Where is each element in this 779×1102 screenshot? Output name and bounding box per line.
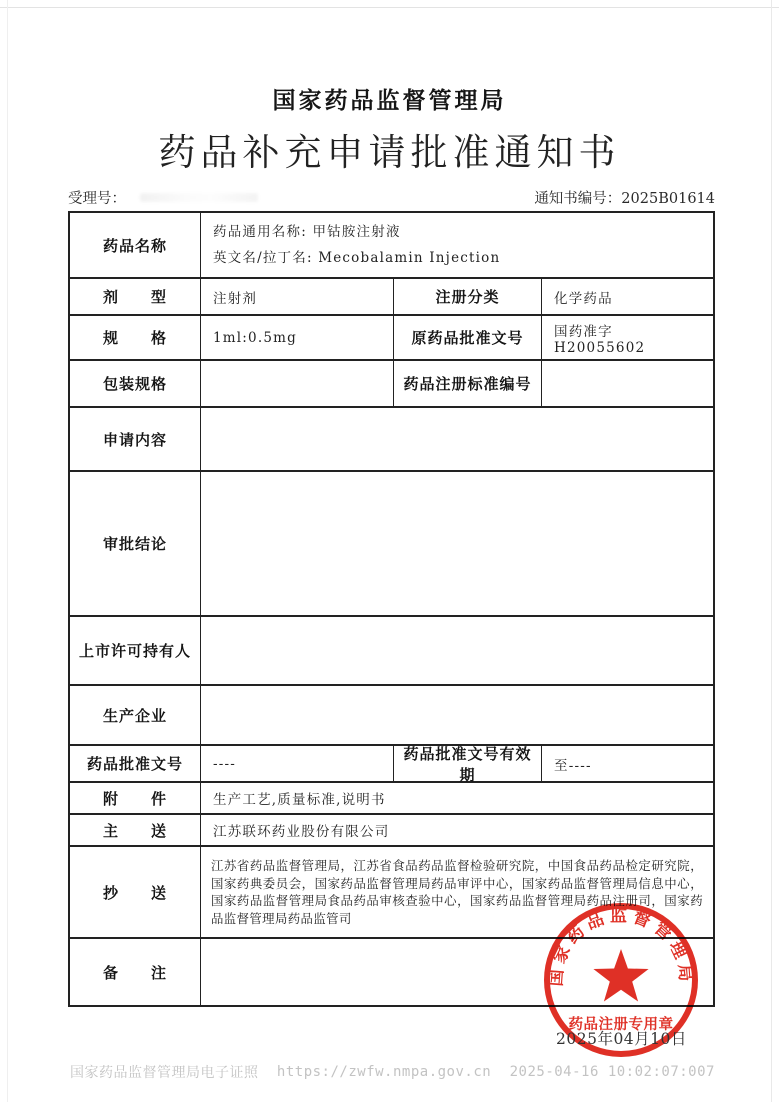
doc-title: 药品补充申请批准通知书 [158,131,621,174]
row-label-cell: 规 格 [102,329,167,347]
table-row [70,359,713,406]
row-label-cell: 药品批准文号有效期 [393,746,541,781]
footer [70,1062,715,1082]
acceptance-number-redacted [140,193,258,202]
stamp-date: 2025年04月10日 [556,1030,687,1048]
row-value-cell: 化学药品 [541,279,713,314]
row-label-cell: 上市许可持有人 [78,642,191,660]
row-value-cell: 江苏联环药业股份有限公司 [200,815,713,845]
row-label-cell: 包装规格 [102,375,167,393]
row-value-cell [200,472,713,615]
table-row [70,470,713,615]
row-value-cell: 1ml:0.5mg [200,316,393,359]
row-value-cell: 江苏省药品监督管理局，江苏省食品药品监督检验研究院，中国食品药品检定研究院，国家药典委员会，国家药品监督管理局药品审评中心，国家药品监督管理局信息中心，国家药品监督管理局食品药品审核查验中心，国家药品监督管理局药品注册司，国家药品监督管理局药品监管司 [200,847,713,937]
footer-issuer: 国家药品监督管理局电子证照 [70,1065,259,1081]
table-row [70,781,713,813]
row-value-cell: 国药准字H20055602 [541,316,713,359]
stamp-bottom-text: 药品注册专用章 [568,1017,674,1033]
row-value-cell [200,213,713,277]
row-label-cell: 审批结论 [102,535,167,553]
table-row [70,277,713,314]
footer-timestamp: 2025-04-16 10:02:07:007 [509,1064,715,1080]
row-label-cell: 药品批准文号 [86,755,183,773]
row-value-cell: 生产工艺,质量标准,说明书 [200,783,713,813]
approval-table [68,211,715,1007]
row-value-line: 药品通用名称: 甲钴胺注射液 [213,223,401,240]
row-value-cell [200,686,713,744]
row-label-cell: 注册分类 [393,279,541,314]
org-title: 国家药品监督管理局 [272,88,507,114]
row-label-cell: 主 送 [102,821,167,840]
table-row [70,213,713,277]
footer-url: https://zwfw.nmpa.gov.cn [276,1064,492,1080]
row-label-cell: 药品注册标准编号 [393,361,541,406]
acceptance-number-label: 受理号： [68,191,126,207]
row-value-line: 英文名/拉丁名: Mecobalamin Injection [213,250,501,266]
row-value-cell: 至---- [541,746,713,781]
row-label-cell: 附 件 [102,789,167,808]
row-value-cell: 注射剂 [200,279,393,314]
meta-row [68,187,715,208]
star-icon [593,949,648,1002]
row-value-cell [541,361,713,406]
table-row [70,744,713,784]
row-value-cell [200,408,713,470]
row-label-cell: 剂 型 [102,288,167,306]
notice-number: 通知书编号：2025B01614 [534,191,715,207]
scan-edge-top [0,7,779,8]
row-label-cell: 生产企业 [102,706,167,725]
table-row [70,314,713,359]
table-row [70,615,713,684]
table-row [70,684,713,744]
row-label-cell: 备 注 [102,963,167,982]
stamp-ring-text: 国家药品监督管理局 [546,906,696,988]
row-label-cell: 原药品批准文号 [393,316,541,359]
row-label-cell: 抄 送 [102,883,167,902]
row-value-cell: ---- [200,746,393,781]
row-label-cell: 申请内容 [102,430,167,449]
row-value-cell [200,361,393,406]
row-value-cell [200,617,713,684]
table-row [70,406,713,470]
row-label-cell: 药品名称 [102,236,167,255]
table-row [70,813,713,845]
